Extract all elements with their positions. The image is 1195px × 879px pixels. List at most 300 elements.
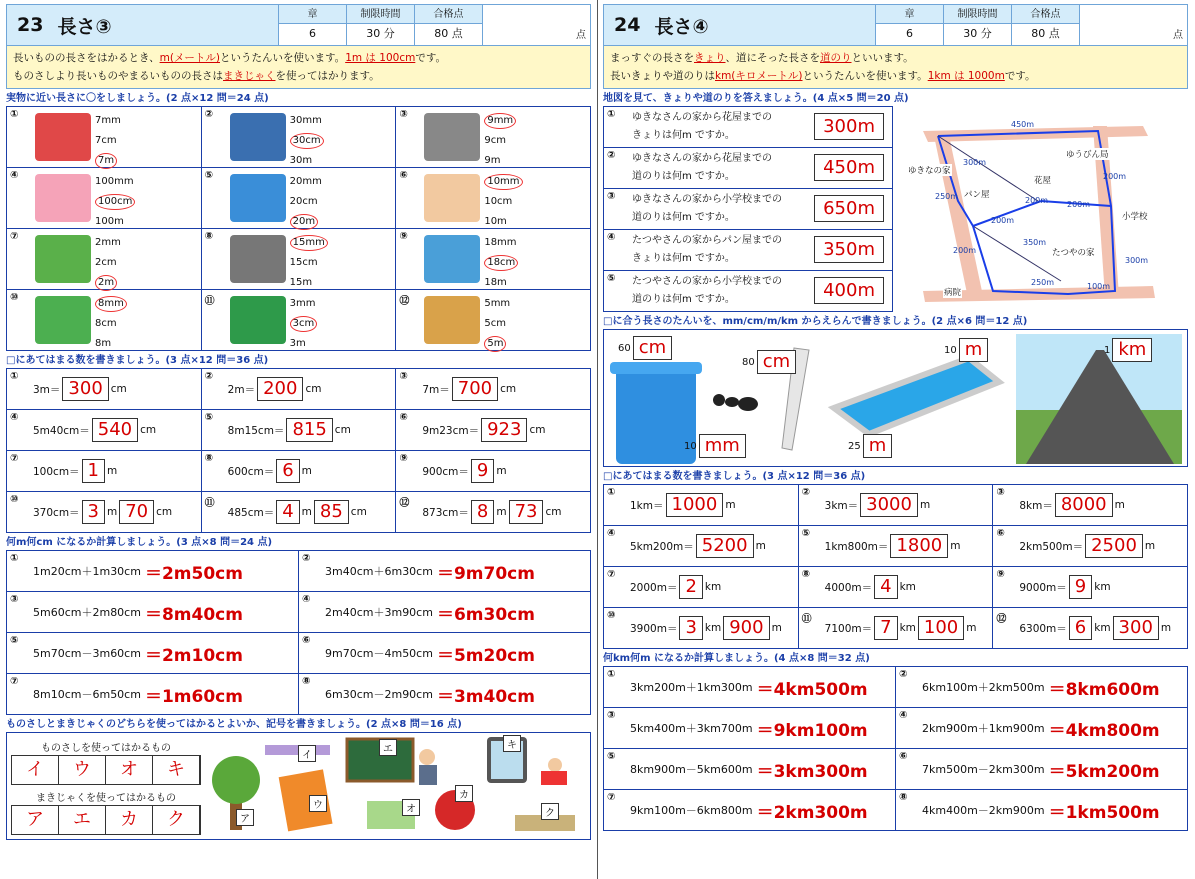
answer-box[interactable]: m bbox=[863, 434, 893, 458]
calc-answer[interactable]: ＝2km300m bbox=[756, 802, 868, 823]
picture-label: イ bbox=[298, 745, 316, 762]
unit-value: 80 bbox=[742, 356, 755, 368]
question-number: ③ bbox=[607, 191, 616, 202]
options bbox=[95, 233, 121, 293]
unit-choice-box bbox=[603, 329, 1188, 467]
option[interactable] bbox=[290, 131, 324, 151]
unit-label: m bbox=[301, 465, 312, 477]
equation bbox=[422, 451, 506, 491]
option-label: 20mm bbox=[289, 176, 322, 187]
equation bbox=[1019, 526, 1155, 566]
calc-answer[interactable]: ＝3m40cm bbox=[436, 686, 535, 707]
question-number: ④ bbox=[302, 594, 311, 605]
option[interactable] bbox=[95, 233, 121, 253]
question-number: ⑤ bbox=[607, 751, 616, 762]
option[interactable] bbox=[95, 192, 135, 212]
convert-cell bbox=[799, 485, 994, 526]
map-question-cell bbox=[604, 271, 893, 312]
calc-answer[interactable]: ＝6m30cm bbox=[436, 604, 535, 625]
answer-box[interactable]: cm bbox=[633, 336, 672, 360]
answer-box[interactable]: 100 bbox=[918, 616, 964, 640]
sheet-title: 長さ④ bbox=[654, 15, 709, 38]
unit-label: m bbox=[725, 499, 736, 511]
equation bbox=[630, 526, 766, 566]
answer-letter[interactable]: エ bbox=[59, 806, 106, 834]
answer-box[interactable]: 923 bbox=[481, 418, 527, 442]
options bbox=[95, 294, 127, 354]
equation-left: 7100m＝ bbox=[824, 622, 873, 635]
answer-box[interactable]: 73 bbox=[509, 500, 544, 524]
score-field[interactable]: 点 bbox=[1079, 5, 1187, 45]
question-number: ⑦ bbox=[10, 676, 19, 687]
answer-box[interactable]: 8000 bbox=[1055, 493, 1113, 517]
question-number: ⑦ bbox=[607, 569, 616, 580]
equation bbox=[1019, 608, 1171, 648]
calc-cell bbox=[604, 708, 896, 749]
calc-cell bbox=[299, 592, 591, 633]
options bbox=[95, 172, 135, 232]
option-label: 8cm bbox=[95, 318, 117, 329]
calc-answer[interactable]: ＝9km100m bbox=[756, 720, 868, 741]
picture-label: キ bbox=[503, 735, 521, 752]
option[interactable] bbox=[290, 111, 324, 131]
question-line: たつやさんの家から小学校までの bbox=[632, 276, 782, 287]
calc-equation bbox=[325, 551, 535, 591]
equation-left: 8m15cm＝ bbox=[227, 424, 285, 437]
calc-answer[interactable]: ＝3km300m bbox=[756, 761, 868, 782]
calc-equation bbox=[630, 708, 868, 748]
equation bbox=[228, 451, 312, 491]
ruler-label: ものさしを使ってはかるもの bbox=[41, 743, 171, 754]
unit-label: m bbox=[1114, 499, 1125, 511]
convert-cell bbox=[7, 369, 202, 410]
screw-icon bbox=[424, 113, 480, 161]
time-limit-label: 制限時間 bbox=[347, 5, 414, 24]
answer-box[interactable]: 9 bbox=[471, 459, 494, 483]
calc-answer[interactable]: ＝4km500m bbox=[756, 679, 868, 700]
answer-letter[interactable]: ア bbox=[12, 806, 59, 834]
answer-box[interactable]: 200 bbox=[257, 377, 303, 401]
equation-left: 1km＝ bbox=[630, 499, 664, 512]
estimate-cell bbox=[7, 107, 202, 168]
calc-equation bbox=[922, 790, 1160, 830]
question-number: ⑤ bbox=[204, 412, 214, 423]
question-number: ⑧ bbox=[204, 231, 214, 242]
option[interactable] bbox=[290, 233, 328, 253]
answer-box[interactable]: 1 bbox=[82, 459, 105, 483]
slide-icon bbox=[35, 235, 91, 283]
unit-label: m bbox=[107, 465, 118, 477]
map-question-cell bbox=[604, 148, 893, 189]
unit-label: m bbox=[755, 540, 766, 552]
equation bbox=[630, 567, 721, 607]
ruler-answers bbox=[11, 755, 201, 785]
option-label: 5cm bbox=[484, 318, 506, 329]
answer-letter[interactable]: カ bbox=[106, 806, 153, 834]
hand-icon bbox=[424, 174, 480, 222]
calc-cell bbox=[604, 667, 896, 708]
unit-value: 10 bbox=[944, 344, 957, 356]
answer-box[interactable]: 540 bbox=[92, 418, 138, 442]
estimate-grid bbox=[6, 106, 591, 351]
estimate-cell bbox=[396, 168, 591, 229]
options bbox=[95, 111, 121, 171]
answer-box[interactable]: mm bbox=[699, 434, 746, 458]
option[interactable] bbox=[484, 111, 516, 131]
option-label: 10cm bbox=[484, 196, 513, 207]
calc-answer[interactable]: ＝1m60cm bbox=[144, 686, 243, 707]
option[interactable] bbox=[95, 314, 127, 334]
equation-left: 3m＝ bbox=[33, 383, 61, 396]
option[interactable] bbox=[95, 253, 121, 273]
map-place-label: 花屋 bbox=[1034, 176, 1052, 186]
question-number: ② bbox=[302, 553, 311, 564]
estimate-cell bbox=[396, 229, 591, 290]
option-label: 5mm bbox=[484, 298, 511, 309]
unit-label: cm bbox=[140, 424, 157, 436]
map-question-cell bbox=[604, 230, 893, 271]
question-number: ⑪ bbox=[204, 296, 215, 307]
question-number: ④ bbox=[10, 412, 19, 423]
answer-box[interactable]: 3 bbox=[82, 500, 105, 524]
picture-label: オ bbox=[402, 799, 420, 816]
answer-box[interactable]: 6 bbox=[276, 459, 299, 483]
question-number: ③ bbox=[607, 710, 616, 721]
option-label: 10mm bbox=[484, 174, 522, 190]
answer-box[interactable]: 2500 bbox=[1085, 534, 1143, 558]
equation bbox=[825, 526, 961, 566]
answer-box[interactable]: 85 bbox=[314, 500, 349, 524]
question-number: ⑨ bbox=[399, 453, 408, 464]
answer-box[interactable]: 300 bbox=[1113, 616, 1159, 640]
calc-cell bbox=[7, 592, 299, 633]
equation-left: 8km＝ bbox=[1019, 499, 1053, 512]
estimate-cell bbox=[7, 229, 202, 290]
question-number: ⑫ bbox=[399, 296, 410, 307]
calc-question: 5m70cm－3m60cm bbox=[33, 647, 141, 660]
equation-left: 4000m＝ bbox=[824, 581, 873, 594]
option-label: 100cm bbox=[95, 194, 135, 210]
answer-letter[interactable]: キ bbox=[153, 756, 200, 784]
question-number: ① bbox=[607, 109, 616, 120]
option[interactable] bbox=[484, 131, 516, 151]
option-label: 100mm bbox=[95, 176, 134, 187]
equation-left: 873cm＝ bbox=[422, 506, 469, 519]
equation-left: 2m＝ bbox=[227, 383, 256, 396]
section-title: 何km何m になるか計算しましょう。(4 点×8 問＝32 点) bbox=[603, 653, 870, 664]
unit-question bbox=[1104, 338, 1152, 362]
answer-box[interactable]: 5200 bbox=[696, 534, 754, 558]
question-number: ⑤ bbox=[204, 170, 214, 181]
answer-box[interactable]: 70 bbox=[119, 500, 154, 524]
option[interactable] bbox=[95, 294, 127, 314]
question-number: ⑩ bbox=[10, 292, 19, 303]
option-label: 15cm bbox=[289, 257, 318, 268]
option[interactable] bbox=[484, 192, 522, 212]
calc-question: 6m30cm－2m90cm bbox=[325, 688, 433, 701]
option-label: 15mm bbox=[290, 235, 328, 251]
calc-cell bbox=[604, 749, 896, 790]
equation-left: 485cm＝ bbox=[227, 506, 275, 519]
calc-answer[interactable]: ＝8km600m bbox=[1048, 679, 1160, 700]
option-label: 9cm bbox=[484, 135, 506, 146]
answer-box[interactable]: 400m bbox=[814, 277, 884, 304]
unit-question bbox=[944, 338, 988, 362]
equation-left: 5km200m＝ bbox=[630, 540, 694, 553]
equation-left: 3900m＝ bbox=[630, 622, 678, 635]
answer-box[interactable]: 700 bbox=[452, 377, 498, 401]
option[interactable] bbox=[484, 253, 518, 273]
calc-equation bbox=[325, 592, 535, 632]
question-number: ① bbox=[10, 371, 19, 382]
unit-question bbox=[684, 434, 746, 458]
calc-answer[interactable]: ＝1km500m bbox=[1048, 802, 1160, 823]
equation-left: 2km500m＝ bbox=[1019, 540, 1084, 553]
equation bbox=[422, 492, 561, 532]
giraffe-icon bbox=[424, 296, 480, 344]
map-place-label: 病院 bbox=[944, 288, 962, 298]
option-label: 20cm bbox=[289, 196, 318, 207]
calc-answer[interactable]: ＝2m10cm bbox=[144, 645, 243, 666]
answer-box[interactable]: 8 bbox=[471, 500, 494, 524]
tape-answers bbox=[11, 805, 201, 835]
answer-box[interactable]: cm bbox=[757, 350, 796, 374]
map-distance: 250m bbox=[935, 192, 959, 201]
estimate-cell bbox=[7, 168, 202, 229]
option[interactable] bbox=[290, 253, 328, 273]
unit-label: m bbox=[107, 506, 118, 518]
calc-question: 3m40cm＋6m30cm bbox=[325, 565, 433, 578]
answer-box[interactable]: 1800 bbox=[890, 534, 948, 558]
laptop-icon bbox=[230, 113, 286, 161]
options bbox=[484, 294, 510, 354]
convert-cell bbox=[993, 567, 1188, 608]
equation-left: 5m40cm＝ bbox=[33, 424, 90, 437]
answer-box[interactable]: 6 bbox=[1069, 616, 1092, 640]
map-distance: 450m bbox=[1011, 120, 1035, 129]
question-number: ⑨ bbox=[399, 231, 408, 242]
book-icon bbox=[230, 296, 286, 344]
map-section bbox=[603, 106, 1188, 312]
map-distance: 350m bbox=[1023, 238, 1047, 247]
option-label: 10m bbox=[484, 216, 507, 227]
question-line: きょりは何m ですか。 bbox=[632, 130, 735, 141]
convert-cell bbox=[604, 485, 799, 526]
unit-label: m bbox=[1160, 622, 1172, 634]
options bbox=[484, 111, 516, 171]
convert-cell bbox=[7, 492, 202, 533]
calc-equation bbox=[33, 592, 243, 632]
pillbug-icon bbox=[230, 235, 286, 283]
question-number: ⑦ bbox=[10, 231, 19, 242]
unit-label: m bbox=[950, 540, 961, 552]
option[interactable] bbox=[484, 172, 522, 192]
answer-box[interactable]: 2 bbox=[679, 575, 702, 599]
equation bbox=[422, 410, 545, 450]
answer-letter[interactable]: イ bbox=[12, 756, 59, 784]
option-label: 2m bbox=[95, 275, 117, 291]
convert-cell bbox=[396, 451, 591, 492]
unit-label: m bbox=[496, 506, 507, 518]
question-number: ⑪ bbox=[801, 614, 812, 625]
answer-box[interactable]: m bbox=[959, 338, 989, 362]
question-number: ⑪ bbox=[204, 498, 215, 509]
option[interactable] bbox=[484, 294, 510, 314]
estimate-cell bbox=[7, 290, 202, 351]
calc-equation bbox=[325, 674, 535, 714]
calc-answer[interactable]: ＝8m40cm bbox=[144, 604, 243, 625]
calc-grid bbox=[6, 550, 591, 715]
answer-box[interactable]: 815 bbox=[286, 418, 332, 442]
question-line: ゆきなさんの家から花屋までの bbox=[632, 112, 772, 123]
question-number: ② bbox=[607, 150, 616, 161]
equation bbox=[228, 492, 367, 532]
answer-box[interactable]: 650m bbox=[814, 195, 884, 222]
picture-label: ク bbox=[541, 803, 559, 820]
option-label: 3cm bbox=[290, 316, 318, 332]
calc-question: 7km500m－2km300m bbox=[922, 763, 1045, 776]
calc-question: 9km100m－6km800m bbox=[630, 804, 753, 817]
option[interactable] bbox=[290, 334, 318, 354]
equation-left: 3km＝ bbox=[824, 499, 859, 512]
chapter-label: 章 bbox=[279, 5, 346, 24]
unit-label: cm bbox=[350, 506, 367, 518]
options bbox=[290, 294, 318, 354]
calc-question: 5km400m＋3km700m bbox=[630, 722, 753, 735]
option-label: 18cm bbox=[484, 255, 518, 271]
unit-label: cm bbox=[110, 383, 127, 395]
convert-cell bbox=[604, 608, 799, 649]
answer-box[interactable]: 1000 bbox=[666, 493, 724, 517]
calc-answer[interactable]: ＝5km200m bbox=[1048, 761, 1160, 782]
unit-label: m bbox=[1144, 540, 1156, 552]
unit-label: km bbox=[704, 622, 722, 634]
question-number: ⑤ bbox=[10, 635, 19, 646]
convert-cell bbox=[202, 451, 397, 492]
estimate-cell bbox=[202, 290, 397, 351]
question-number: ④ bbox=[607, 528, 616, 539]
picture-label: エ bbox=[379, 739, 397, 756]
calc-answer[interactable]: ＝4km800m bbox=[1048, 720, 1160, 741]
option[interactable] bbox=[484, 314, 510, 334]
equation bbox=[228, 369, 322, 409]
picture-label: カ bbox=[455, 785, 473, 802]
equation bbox=[33, 492, 172, 532]
convert-cell bbox=[202, 410, 397, 451]
estimate-cell bbox=[396, 290, 591, 351]
answer-letter[interactable]: ク bbox=[153, 806, 200, 834]
option[interactable] bbox=[95, 172, 135, 192]
question-number: ① bbox=[10, 109, 19, 120]
question-number: ⑩ bbox=[607, 610, 616, 621]
question-number: ④ bbox=[607, 232, 616, 243]
equation bbox=[825, 485, 931, 525]
unit-value: 60 bbox=[618, 342, 631, 354]
answer-box[interactable]: 300m bbox=[814, 113, 884, 140]
answer-box[interactable]: 900 bbox=[723, 616, 769, 640]
unit-value: 1 bbox=[1104, 344, 1111, 356]
answer-box[interactable]: km bbox=[1112, 338, 1152, 362]
estimate-cell bbox=[396, 107, 591, 168]
option[interactable] bbox=[95, 334, 127, 354]
calc-equation bbox=[630, 667, 868, 707]
answer-box[interactable]: 3 bbox=[679, 616, 702, 640]
option[interactable] bbox=[290, 172, 322, 192]
option[interactable] bbox=[95, 131, 121, 151]
equation-left: 1km800m＝ bbox=[824, 540, 889, 553]
calc-answer[interactable]: ＝2m50cm bbox=[144, 563, 243, 584]
question-number: ④ bbox=[10, 170, 19, 181]
convert-cell bbox=[396, 410, 591, 451]
option-label: 30m bbox=[289, 155, 313, 166]
tape-label: まきじゃくを使ってはかるもの bbox=[36, 793, 176, 804]
score-field[interactable]: 点 bbox=[482, 5, 590, 45]
calc-question: 6km100m＋2km500m bbox=[922, 681, 1045, 694]
answer-letter[interactable]: ウ bbox=[59, 756, 106, 784]
page-divider bbox=[597, 0, 598, 879]
answer-box[interactable]: 4 bbox=[276, 500, 299, 524]
answer-letter[interactable]: オ bbox=[106, 756, 153, 784]
option[interactable] bbox=[290, 314, 318, 334]
pass-score-value: 80 点 bbox=[415, 24, 482, 45]
calc-answer[interactable]: ＝5m20cm bbox=[436, 645, 535, 666]
unit-label: m bbox=[301, 506, 312, 518]
calc-question: 3km200m＋1km300m bbox=[630, 681, 753, 694]
question-number: ⑩ bbox=[10, 494, 19, 505]
question-number: ⑤ bbox=[607, 273, 616, 284]
map-distance: 200m bbox=[991, 216, 1015, 225]
calc-cell bbox=[604, 790, 896, 831]
question-number: ⑤ bbox=[801, 528, 811, 539]
pass-score-value: 80 点 bbox=[1012, 24, 1079, 45]
answer-box[interactable]: 9 bbox=[1069, 575, 1092, 599]
map-distance: 300m bbox=[963, 158, 987, 167]
unit-question bbox=[618, 336, 672, 360]
unit-label: cm bbox=[305, 383, 322, 395]
option[interactable] bbox=[484, 233, 518, 253]
option-label: 3m bbox=[289, 338, 306, 349]
options bbox=[290, 172, 322, 232]
options bbox=[290, 111, 324, 171]
calc-question: 2m40cm＋3m90cm bbox=[325, 606, 433, 619]
option[interactable] bbox=[95, 111, 121, 131]
map-distance: 200m bbox=[1103, 172, 1127, 181]
equation-left: 370cm＝ bbox=[33, 506, 80, 519]
calc-answer[interactable]: ＝9m70cm bbox=[436, 563, 535, 584]
intro-note: まっすぐの長さをきょり、道にそった長さを道のりといいます。 長いきょりや道のりはkm(キロメートル)というたんいを使います。1km は 1000mです。 bbox=[603, 46, 1188, 89]
option[interactable] bbox=[484, 334, 510, 354]
calc-equation bbox=[922, 708, 1160, 748]
unit-label: cm bbox=[500, 383, 517, 395]
answer-box[interactable]: 4 bbox=[874, 575, 897, 599]
answer-box[interactable]: 7 bbox=[874, 616, 897, 640]
calc-grid bbox=[603, 666, 1188, 831]
answer-box[interactable]: 450m bbox=[814, 154, 884, 181]
answer-box[interactable]: 350m bbox=[814, 236, 884, 263]
unit-label: m bbox=[771, 622, 782, 634]
equation-left: 100cm＝ bbox=[33, 465, 80, 478]
equation bbox=[33, 451, 117, 491]
answer-box[interactable]: 3000 bbox=[860, 493, 918, 517]
ant-icon bbox=[713, 394, 758, 411]
question-number: ③ bbox=[10, 594, 19, 605]
answer-box[interactable]: 300 bbox=[62, 377, 108, 401]
convert-cell bbox=[7, 451, 202, 492]
option[interactable] bbox=[290, 192, 322, 212]
option[interactable] bbox=[290, 294, 318, 314]
unit-label: m bbox=[919, 499, 931, 511]
convert-cell bbox=[993, 608, 1188, 649]
